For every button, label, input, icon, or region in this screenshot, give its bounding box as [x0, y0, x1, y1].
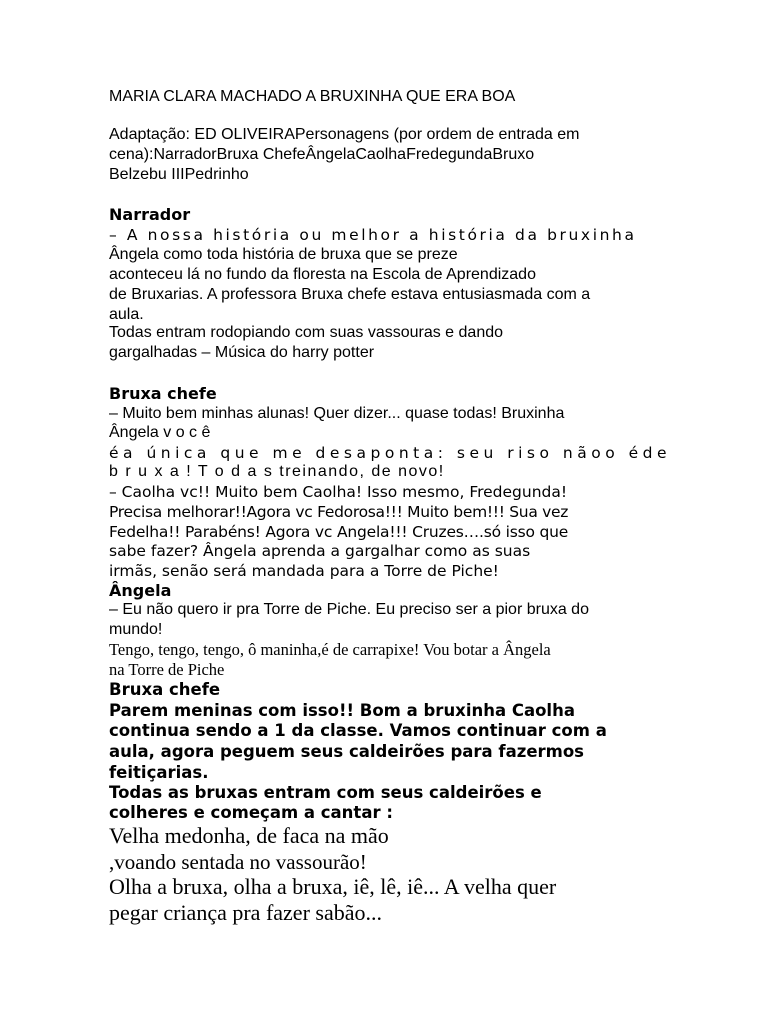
stage-direction-line: Todas entram rodopiando com suas vassouras e dando	[109, 324, 504, 341]
chief2-line: aula, agora peguem seus caldeirões para fazermos	[109, 742, 585, 761]
chief-heading: Bruxa chefe	[109, 384, 217, 403]
narrator-line: Ângela como toda história de bruxa que se preze	[109, 246, 458, 263]
angela-line: – Eu não quero ir pra Torre de Piche. Eu preciso ser a pior bruxa do	[109, 601, 589, 618]
stage-direction-line: gargalhadas – Música do harry potter	[109, 344, 375, 361]
chief2-line: feitiçarias.	[109, 763, 209, 782]
narrator-line: de Bruxarias. A professora Bruxa chefe estava entusiasmada com a	[109, 286, 591, 303]
song-line: pegar criança pra fazer sabão...	[109, 900, 382, 925]
angela-song-line: Tengo, tengo, tengo, ô maninha,é de carrapixe! Vou botar a Ângela	[109, 640, 551, 659]
chief-line: éa única que me desaponta: seu riso nãoo éde	[109, 444, 672, 462]
adaptation-line: cena):NarradorBruxa ChefeÂngelaCaolhaFredegundaBruxo	[109, 146, 535, 163]
chief-line: Ângela v o c ê	[109, 424, 211, 441]
stage-direction-line: Todas as bruxas entram com seus caldeirões e	[109, 783, 542, 802]
angela-song-line: na Torre de Piche	[109, 660, 225, 679]
adaptation-line: Belzebu IIIPedrinho	[109, 166, 249, 183]
chief-line: sabe fazer? Ângela aprenda a gargalhar como as suas	[109, 542, 531, 560]
chief2-line: Parem meninas com isso!! Bom a bruxinha Caolha	[109, 701, 575, 720]
narrator-line: aula.	[109, 306, 144, 323]
narrator-line: aconteceu lá no fundo da floresta na Escola de Aprendizado	[109, 266, 536, 283]
narrator-line: – A nossa história ou melhor a história da bruxinha	[109, 226, 637, 244]
angela-line: mundo!	[109, 621, 163, 638]
chief-line: – Muito bem minhas alunas! Quer dizer... quase todas! Bruxinha	[109, 405, 565, 422]
chief-line: b r u x a ! T o d a s treinando, de novo!	[109, 463, 445, 480]
document-title: MARIA CLARA MACHADO A BRUXINHA QUE ERA BOA	[109, 88, 516, 105]
chief-line: Precisa melhorar!!Agora vc Fedorosa!!! Muito bem!!! Sua vez	[109, 503, 569, 521]
narrator-heading: Narrador	[109, 205, 191, 224]
stage-direction-line: colheres e começam a cantar :	[109, 803, 393, 822]
adaptation-line: Adaptação: ED OLIVEIRAPersonagens (por ordem de entrada em	[109, 126, 580, 143]
chief-line: irmãs, senão será mandada para a Torre de Piche!	[109, 562, 499, 580]
song-line: ,voando sentada no vassourão!	[109, 850, 367, 874]
chief-line: – Caolha vc!! Muito bem Caolha! Isso mesmo, Fredegunda!	[109, 483, 568, 501]
song-line: Velha medonha, de faca na mão	[109, 823, 389, 848]
song-line: Olha a bruxa, olha a bruxa, iê, lê, iê... A velha quer	[109, 874, 557, 899]
chief2-line: continua sendo a 1 da classe. Vamos continuar com a	[109, 721, 607, 740]
chief2-heading: Bruxa chefe	[109, 680, 221, 699]
angela-heading: Ângela	[109, 581, 172, 600]
chief-line: Fedelha!! Parabéns! Agora vc Angela!!! Cruzes….só isso que	[109, 523, 569, 541]
